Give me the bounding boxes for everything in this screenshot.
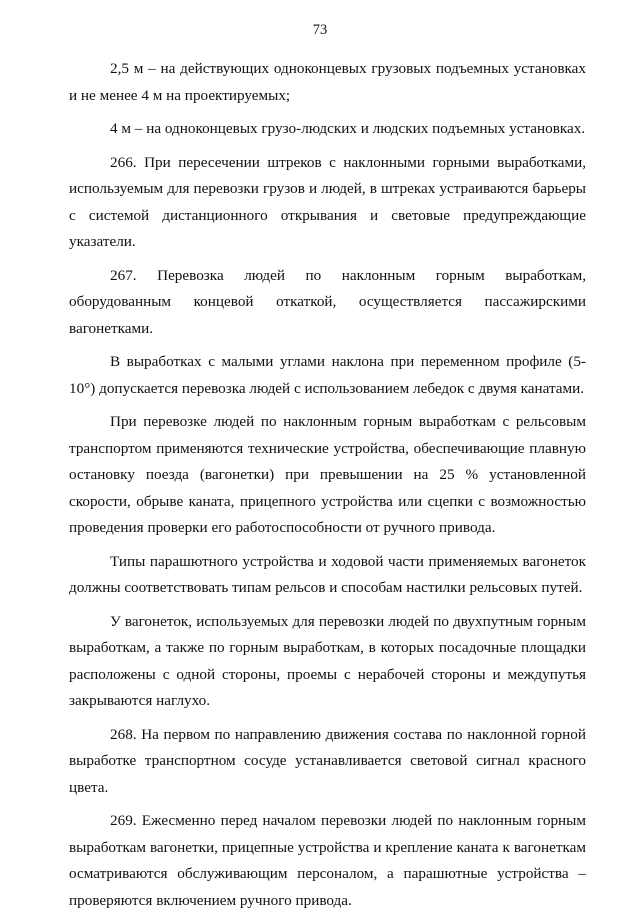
document-body [69, 56, 586, 921]
paragraph: 2,5 м – на действующих одноконцевых грузовых подъемных установках и не менее 4 м на проектируемых; [69, 60, 586, 104]
paragraph: Типы парашютного устройства и ходовой части применяемых вагонеток должны соответствовать типам рельсов и способам настилки рельсовых путей. [69, 552, 586, 596]
paragraph: У вагонеток, используемых для перевозки людей по двухпутным горным выработкам, а также по горным выработкам, в которых посадочные площадки расположены с одной стороны, проемы с нерабочей стороны и междупутья закрываются наглухо. [69, 612, 586, 709]
paragraph: 268. На первом по направлению движения состава по наклонной горной выработке транспортном сосуде устанавливается световой сигнал красного цвета. [69, 725, 586, 796]
paragraph: 267. Перевозка людей по наклонным горным выработкам, оборудованным концевой откаткой, осуществляется пассажирскими вагонетками. [69, 266, 586, 337]
paragraph: 269. Ежесменно перед началом перевозки людей по наклонным горным выработкам вагонетки, прицепные устройства и крепление каната к вагонеткам осматриваются обслуживающим персоналом, а парашютные устройства – проверяются включением ручного привода. [69, 812, 586, 909]
paragraph: 266. При пересечении штреков с наклонными горными выработками, используемым для перевозки грузов и людей, в штреках устраиваются барьеры с системой дистанционного открывания и световые предупреждающие указатели. [69, 153, 586, 250]
paragraph: 4 м – на одноконцевых грузо-людских и людских подъемных установках. [110, 120, 586, 137]
paragraph: В выработках с малыми углами наклона при переменном профиле (5-10°) допускается перевозка людей с использованием лебедок с двумя канатами. [69, 353, 586, 397]
paragraph: При перевозке людей по наклонным горным выработкам с рельсовым транспортом применяются технические устройства, обеспечивающие плавную остановку поезда (вагонетки) при превышении на 25 % установленной скорости, обрыве каната, прицепного устройства или сцепки с возможностью проведения проверки его работоспособности от ручного привода. [69, 413, 586, 536]
page-number: 73 [312, 22, 328, 38]
